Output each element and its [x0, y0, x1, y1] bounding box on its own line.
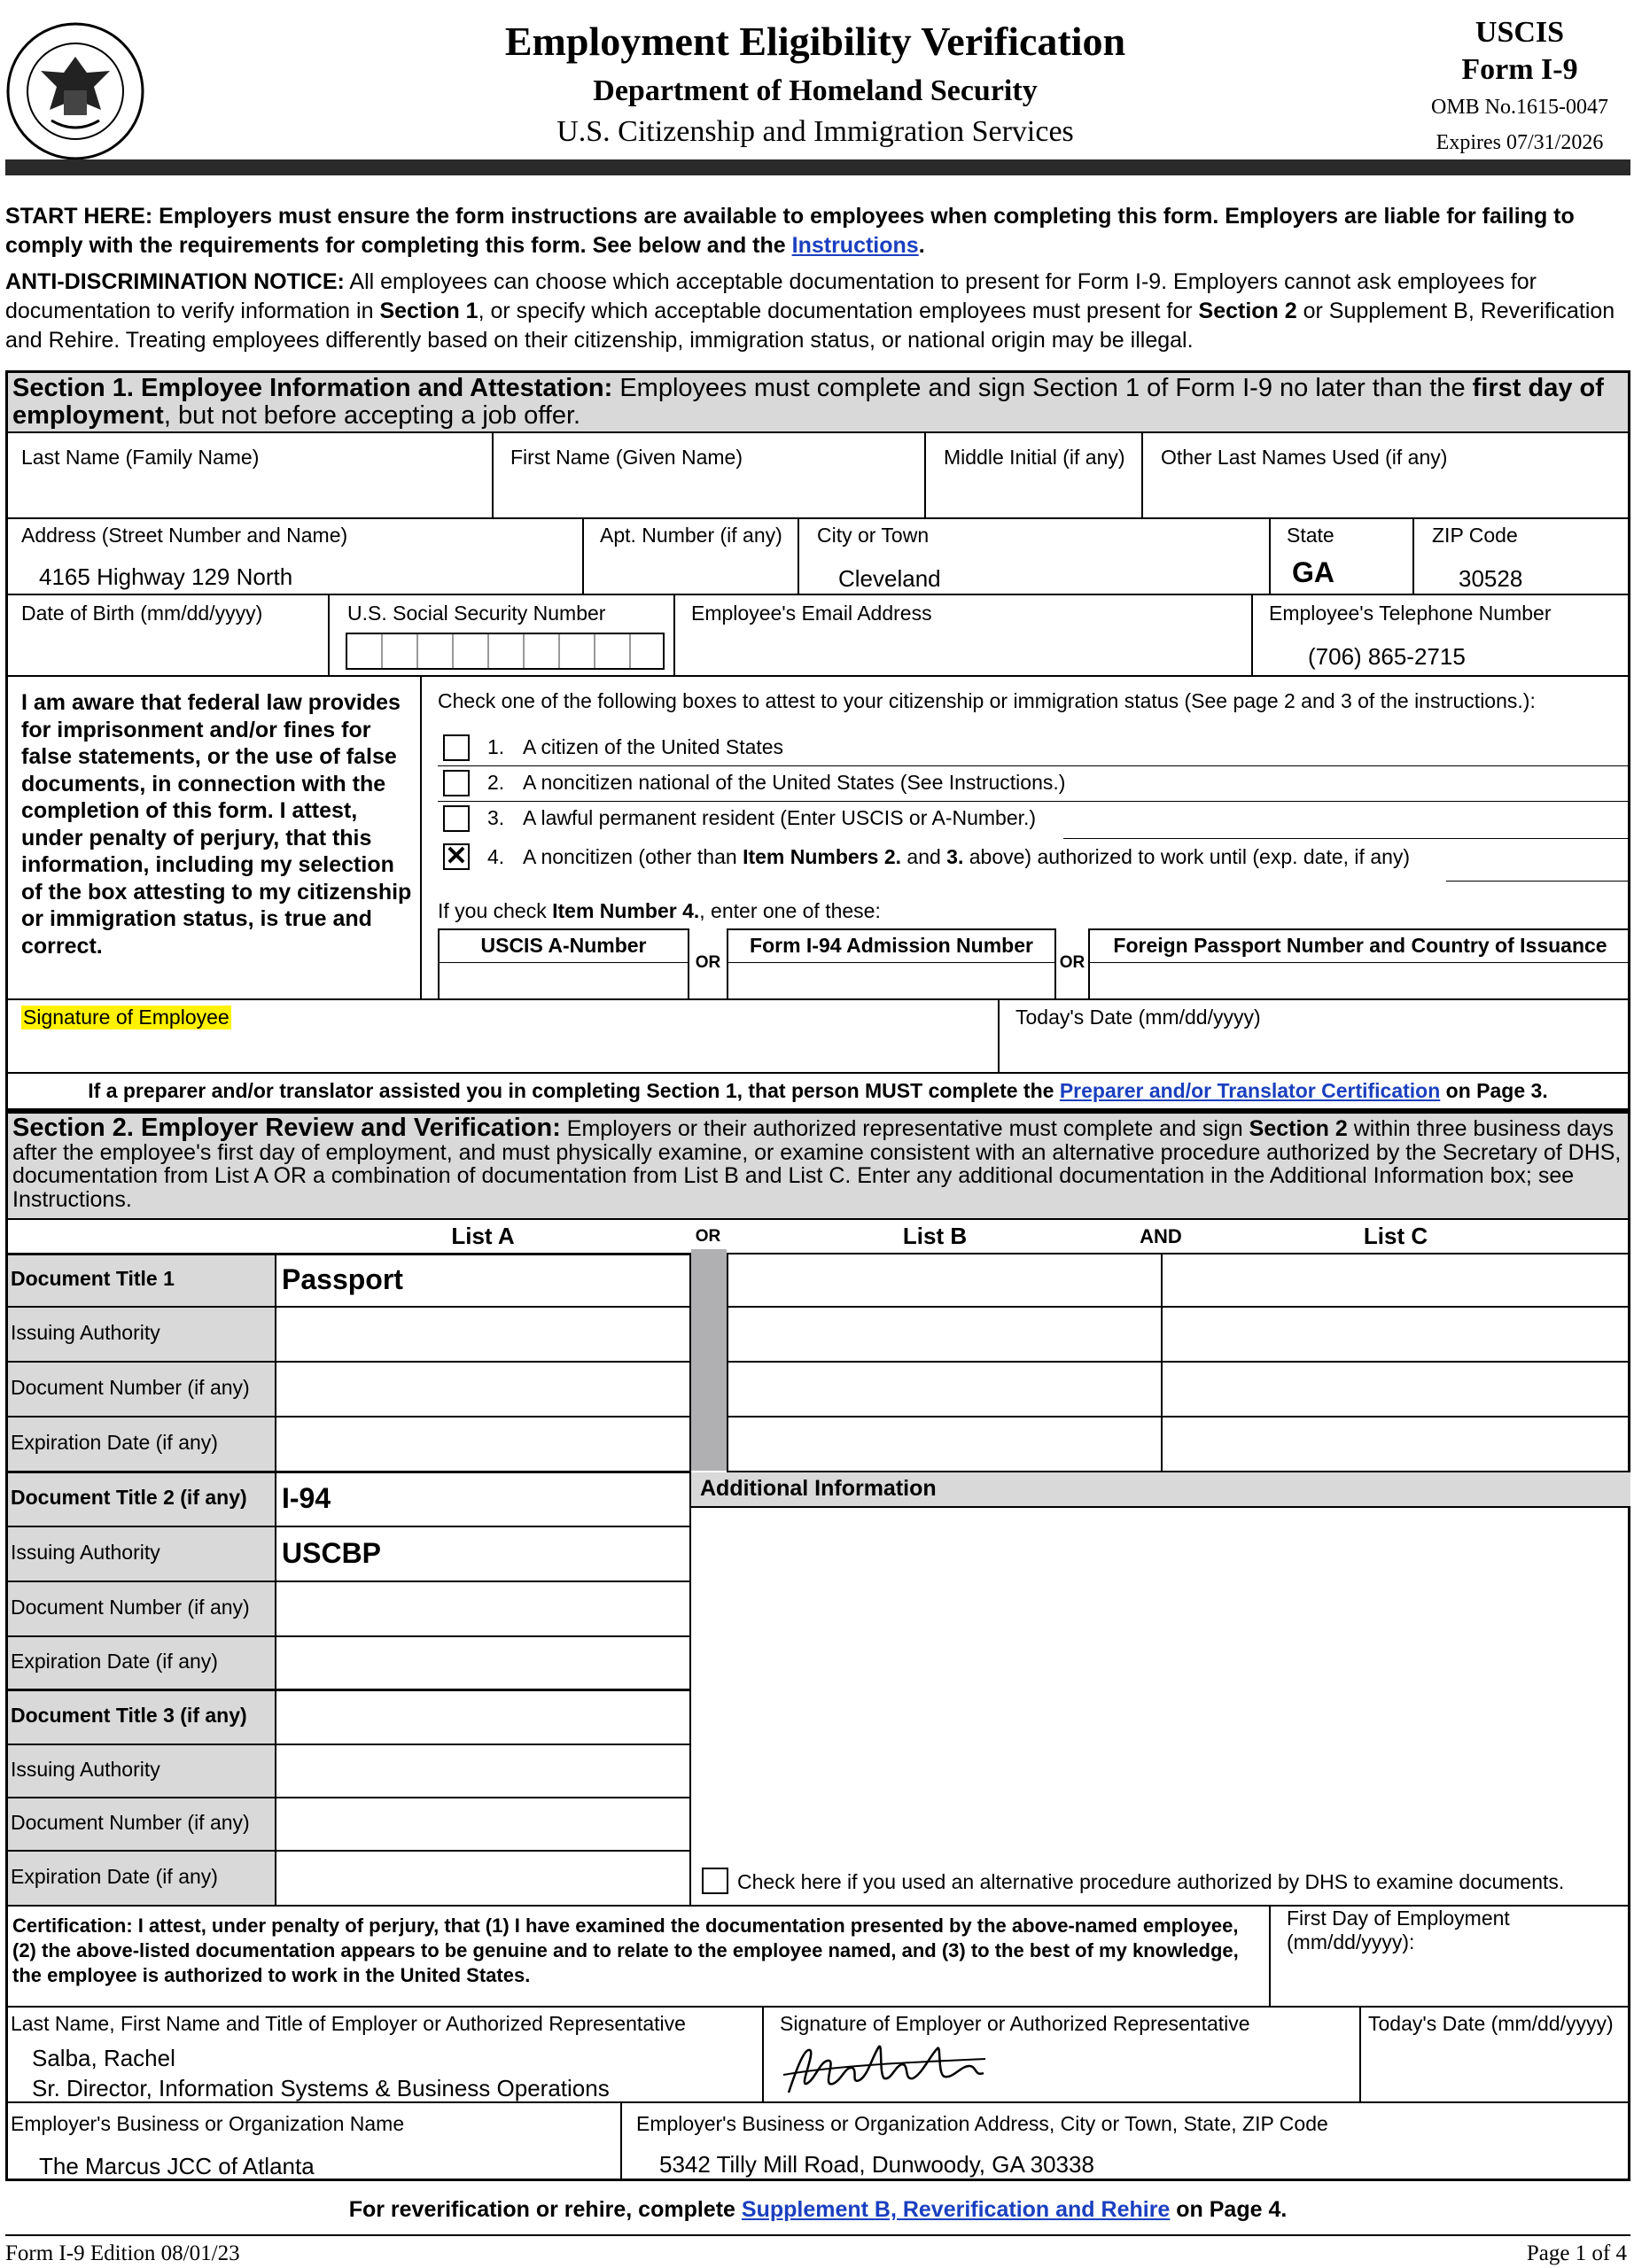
ssn-field[interactable]	[346, 633, 665, 670]
instructions-link[interactable]: Instructions	[791, 233, 919, 258]
section1-intro: Section 1. Employee Information and Attestation: Employees must complete and sign Section 1 of Form I-9 no later than the first day of employment, but not before accepting a job offer.	[12, 374, 1604, 430]
uscis-anumber-label: USCIS A-Number	[480, 934, 647, 957]
first-name-label: First Name (Given Name)	[510, 446, 743, 469]
employer-signature-label: Signature of Employer or Authorized Representative	[780, 2012, 1250, 2035]
foreign-passport-label: Foreign Passport Number and Country of Issuance	[1113, 934, 1607, 957]
form-number: Form I-9	[1461, 53, 1578, 86]
first-day-field[interactable]	[1276, 1965, 1625, 2002]
uscis-label: USCIS	[1474, 16, 1565, 49]
employee-date-label: Today's Date (mm/dd/yyyy)	[1015, 1006, 1261, 1029]
or-separator-1: OR	[695, 953, 721, 972]
doc-row-value[interactable]	[282, 1427, 636, 1459]
list-c-issuing-authority[interactable]	[1164, 1309, 1627, 1357]
dhs-seal	[5, 21, 145, 161]
edition-note: Form I-9 Edition 08/01/23	[5, 2241, 240, 2265]
zip-field[interactable]: 30528	[1459, 565, 1523, 592]
dob-label: Date of Birth (mm/dd/yyyy)	[21, 602, 263, 625]
omb-number: OMB No.1615-0047	[1430, 96, 1608, 119]
doc-row-value[interactable]: USCBP	[282, 1537, 382, 1569]
i94-number-field[interactable]	[730, 966, 1053, 998]
list-a-header: List A	[451, 1223, 515, 1249]
additional-info-field[interactable]	[695, 1510, 1627, 1864]
item4-instruction: If you check Item Number 4., enter one of these:	[438, 899, 881, 922]
city-label: City or Town	[817, 524, 930, 547]
employer-signature[interactable]	[780, 2039, 992, 2100]
state-field[interactable]: GA	[1292, 556, 1334, 588]
dob-field[interactable]	[11, 631, 323, 672]
email-label: Employee's Email Address	[691, 602, 932, 625]
doc-row-value[interactable]	[282, 1372, 636, 1404]
form-title: Employment Eligibility Verification	[504, 19, 1126, 64]
noncitizen-authorized-text: A noncitizen (other than Item Numbers 2. and 3. above) authorized to work until (exp. date, if any)	[523, 845, 1411, 868]
apt-field[interactable]	[587, 554, 794, 591]
preparer-certification-link[interactable]: Preparer and/or Translator Certification	[1059, 1079, 1441, 1102]
list-c-document-number[interactable]	[1164, 1364, 1627, 1412]
zip-label: ZIP Code	[1432, 524, 1518, 547]
doc-row-label: Issuing Authority	[11, 1321, 160, 1344]
state-label: State	[1287, 524, 1334, 547]
doc-row-value[interactable]	[282, 1861, 636, 1893]
agency-name: U.S. Citizenship and Immigration Services	[556, 115, 1074, 148]
other-names-label: Other Last Names Used (if any)	[1161, 446, 1448, 469]
permanent-resident-text: A lawful permanent resident (Enter USCIS or A-Number.)	[523, 806, 1037, 829]
doc-row-label: Document Number (if any)	[11, 1376, 250, 1399]
noncitizen-national-text: A noncitizen national of the United States (See Instructions.)	[523, 771, 1066, 794]
list-c-header: List C	[1363, 1223, 1428, 1249]
permanent-resident-checkbox[interactable]	[443, 805, 470, 832]
first-name-field[interactable]	[496, 474, 920, 513]
additional-info-label: Additional Information	[700, 1476, 937, 1501]
preparer-notice: If a preparer and/or translator assisted you in completing Section 1, that person MUST complete the Preparer and/or Translator Certification on Page 3.	[88, 1079, 1548, 1102]
phone-field[interactable]: (706) 865-2715	[1308, 643, 1466, 670]
apt-label: Apt. Number (if any)	[600, 524, 782, 547]
header-rule	[5, 159, 1630, 175]
citizen-option-text: A citizen of the United States	[523, 735, 784, 758]
doc-row-label: Issuing Authority	[11, 1758, 160, 1781]
doc-row-value[interactable]	[282, 1700, 636, 1732]
citizen-checkbox[interactable]	[443, 734, 470, 761]
noncitizen-authorized-num: 4.	[487, 845, 505, 868]
doc-row-value[interactable]	[282, 1646, 636, 1678]
page-number: Page 1 of 4	[1526, 2241, 1627, 2265]
doc-row-value[interactable]: Passport	[282, 1263, 403, 1295]
doc-row-value[interactable]	[282, 1317, 636, 1349]
attestation-statement: I am aware that federal law provides for imprisonment and/or fines for false statements, or the use of false documents, in connection with the completion of this form. I attest, under penalty of perjury, that this information, including my selection of the box attesting to my citizenship or immigration status, is true and correct.	[21, 690, 412, 959]
certification-statement: Certification: I attest, under penalty of perjury, that (1) I have examined the documentation presented by the above-named employee, (2) the above-listed documentation appears to be genuine and to relate to the employee named, and (3) to the best of my knowledge, the employee is authorized to work in the United States.	[12, 1915, 1239, 1986]
list-c-document-title[interactable]	[1164, 1256, 1627, 1304]
doc-row-label: Document Title 3 (if any)	[11, 1704, 247, 1727]
status-check-intro: Check one of the following boxes to attest to your citizenship or immigration status (See page 2 and 3 of the instructions.):	[438, 689, 1536, 712]
list-b-issuing-authority[interactable]	[730, 1309, 1157, 1357]
employer-date-field[interactable]	[1365, 2047, 1625, 2098]
doc-row-label: Issuing Authority	[11, 1541, 160, 1564]
department-name: Department of Homeland Security	[593, 74, 1038, 107]
employer-name-field[interactable]: Salba, Rachel	[32, 2045, 175, 2071]
middle-initial-field[interactable]	[929, 474, 1138, 513]
other-names-field[interactable]	[1146, 474, 1624, 513]
start-here-notice: START HERE: Employers must ensure the form instructions are available to employees when completing this form. Employers are liable for failing to comply with the requirements for completing this form. See below and the Instructions.	[5, 204, 1575, 258]
doc-row-value[interactable]: I-94	[282, 1482, 331, 1514]
reverification-notice: For reverification or rehire, complete Supplement B, Reverification and Rehire on Page 4.	[348, 2197, 1288, 2222]
last-name-field[interactable]	[11, 474, 487, 513]
org-name-label: Employer's Business or Organization Name	[11, 2112, 405, 2135]
last-name-label: Last Name (Family Name)	[21, 446, 260, 469]
doc-row-label: Document Title 2 (if any)	[11, 1486, 247, 1509]
phone-label: Employee's Telephone Number	[1269, 602, 1552, 625]
alt-procedure-text: Check here if you used an alternative procedure authorized by DHS to examine documents.	[737, 1870, 1565, 1893]
email-field[interactable]	[679, 631, 1246, 672]
doc-row-label: Document Title 1	[11, 1267, 175, 1290]
doc-row-value[interactable]	[282, 1592, 636, 1624]
doc-row-value[interactable]	[282, 1807, 636, 1839]
or-column-bar	[691, 1249, 727, 1471]
list-c-expiration-date[interactable]	[1164, 1419, 1627, 1467]
section2-intro: Section 2. Employer Review and Verification: Employers or their authorized representative must complete and sign Section 2 within three business days after the employee's first day of employment, and must physically examine, or examine consistent with an alternative procedure authorized by the Secretary of DHS, documentation from List A OR a combination of documentation from List B and List C. Enter any additional documentation in the Additional Information box; see Instructions.	[12, 1114, 1622, 1212]
doc-row-label: Expiration Date (if any)	[11, 1650, 218, 1673]
org-name-field[interactable]: The Marcus JCC of Atlanta	[39, 2153, 315, 2179]
address-label: Address (Street Number and Name)	[21, 524, 348, 547]
employer-date-label: Today's Date (mm/dd/yyyy)	[1368, 2012, 1614, 2035]
anti-discrimination-notice: ANTI-DISCRIMINATION NOTICE: All employees can choose which acceptable documentation to present for Form I-9. Employers cannot ask employees for documentation to verify information in Section 1, or specify which acceptable documentation employees must present for Section 2 or Supplement B, Reverification and Rehire. Treating employees differently based on their citizenship, immigration status, or national origin may be illegal.	[5, 269, 1615, 353]
list-b-header: List B	[902, 1223, 968, 1249]
permanent-resident-num: 3.	[487, 806, 505, 829]
doc-row-label: Document Number (if any)	[11, 1596, 250, 1619]
org-address-label: Employer's Business or Organization Address, City or Town, State, ZIP Code	[636, 2112, 1328, 2135]
uscis-anumber-field[interactable]	[441, 966, 686, 998]
or-separator-2: OR	[1059, 953, 1085, 972]
and-header: AND	[1140, 1225, 1182, 1247]
employee-signature-field[interactable]	[11, 1033, 992, 1068]
doc-row-value[interactable]	[282, 1754, 636, 1786]
org-address-field[interactable]: 5342 Tilly Mill Road, Dunwoody, GA 30338	[659, 2151, 1094, 2178]
noncitizen-national-num: 2.	[487, 771, 505, 794]
citizen-option-num: 1.	[487, 735, 505, 758]
middle-initial-label: Middle Initial (if any)	[944, 446, 1125, 469]
doc-row-label: Expiration Date (if any)	[11, 1431, 218, 1454]
employee-signature-label: Signature of Employee	[23, 1006, 230, 1029]
ssn-label: U.S. Social Security Number	[347, 602, 606, 625]
doc-row-label: Expiration Date (if any)	[11, 1865, 218, 1888]
noncitizen-national-checkbox[interactable]	[443, 770, 470, 796]
expiration-note: Expires 07/31/2026	[1436, 131, 1604, 154]
or-column-header: OR	[695, 1227, 721, 1246]
alt-procedure-checkbox[interactable]	[702, 1868, 728, 1894]
first-day-label: First Day of Employment (mm/dd/yyyy):	[1287, 1907, 1510, 1953]
list-b-document-number[interactable]	[730, 1364, 1157, 1412]
i94-number-label: Form I-94 Admission Number	[750, 934, 1033, 957]
employer-name-label: Last Name, First Name and Title of Employer or Authorized Representative	[11, 2012, 686, 2035]
list-b-expiration-date[interactable]	[730, 1419, 1157, 1467]
foreign-passport-field[interactable]	[1092, 966, 1627, 998]
city-field[interactable]: Cleveland	[838, 565, 941, 592]
doc-row-label: Document Number (if any)	[11, 1811, 250, 1834]
employee-date-field[interactable]	[1003, 1033, 1625, 1068]
noncitizen-authorized-checkbox[interactable]: ✕	[443, 843, 470, 870]
supplement-b-link[interactable]: Supplement B, Reverification and Rehire	[741, 2197, 1171, 2222]
list-b-document-title[interactable]	[730, 1256, 1157, 1304]
address-field[interactable]: 4165 Highway 129 North	[39, 563, 293, 590]
employer-title-field[interactable]: Sr. Director, Information Systems & Business Operations	[32, 2075, 610, 2101]
